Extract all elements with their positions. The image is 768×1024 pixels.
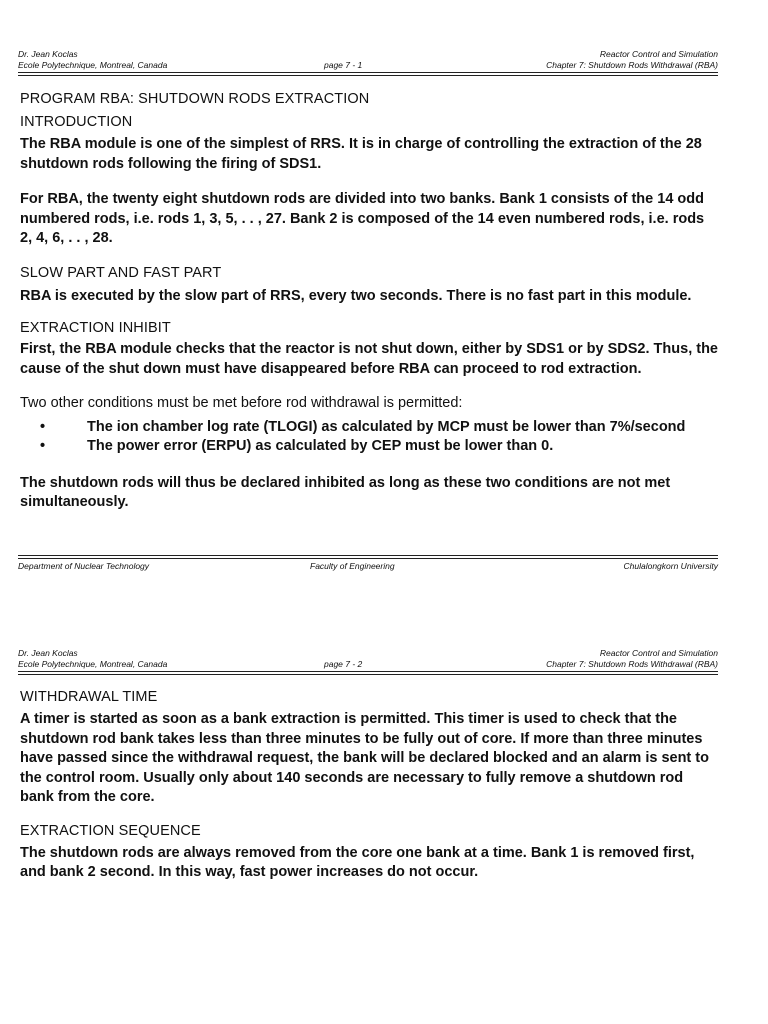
inhibit-paragraph-3: The shutdown rods will thus be declared inhibited as long as these two conditions are not met simultaneously. bbox=[20, 474, 671, 510]
header-course: Reactor Control and Simulation bbox=[599, 49, 718, 59]
heading-extraction-sequence: EXTRACTION SEQUENCE bbox=[20, 822, 201, 839]
bullet-icon: • bbox=[40, 418, 46, 435]
footer-department: Department of Nuclear Technology bbox=[18, 561, 150, 571]
header-rule bbox=[18, 671, 718, 672]
footer-university: Chulalongkorn University bbox=[623, 561, 718, 571]
slow-paragraph: RBA is executed by the slow part of RRS, every two seconds. There is no fast part in this module. bbox=[20, 287, 692, 304]
header-course: Reactor Control and Simulation bbox=[599, 648, 718, 658]
header-author: Dr. Jean Koclas bbox=[18, 49, 78, 59]
header-affiliation: Ecole Polytechnique, Montreal, Canada bbox=[18, 60, 168, 70]
condition-1: The ion chamber log rate (TLOGI) as calculated by MCP must be lower than 7%/second bbox=[87, 418, 686, 435]
document-title: PROGRAM RBA: SHUTDOWN RODS EXTRACTION bbox=[20, 91, 370, 107]
list-item bbox=[20, 437, 720, 457]
header-rule-thin bbox=[18, 674, 718, 675]
sequence-paragraph: The shutdown rods are always removed from the core one bank at a time. Bank 1 is removed first, and bank 2 second. In this way, fast power increases do not occur. bbox=[20, 844, 695, 880]
header-affiliation: Ecole Polytechnique, Montreal, Canada bbox=[18, 659, 168, 669]
header-chapter: Chapter 7: Shutdown Rods Withdrawal (RBA) bbox=[546, 659, 718, 669]
page1-content bbox=[20, 89, 720, 513]
heading-introduction: INTRODUCTION bbox=[20, 114, 133, 130]
heading-withdrawal-time: WITHDRAWAL TIME bbox=[20, 689, 158, 705]
intro-paragraph-1: The RBA module is one of the simplest of RRS. It is in charge of controlling the extraction of the 28 shutdown rods following the firing of SDS1. bbox=[20, 136, 702, 172]
heading-slow-fast: SLOW PART AND FAST PART bbox=[20, 264, 222, 281]
footer-rule-thin bbox=[18, 558, 718, 559]
header-author: Dr. Jean Koclas bbox=[18, 648, 78, 658]
header-page-number: page 7 - 1 bbox=[324, 60, 363, 70]
heading-extraction-inhibit: EXTRACTION INHIBIT bbox=[20, 320, 171, 336]
bullet-icon: • bbox=[40, 438, 46, 454]
intro-paragraph-2: For RBA, the twenty eight shutdown rods are divided into two banks. Bank 1 consists of the 14 odd numbered rods, i.e. rods 1, 3, 5, . . , 27. Bank 2 is composed of the 14 even numbered rods, i.e. rods 2, 4, 6, . . , 28. bbox=[20, 191, 705, 246]
footer-faculty: Faculty of Engineering bbox=[310, 561, 395, 571]
condition-2: The power error (ERPU) as calculated by CEP must be lower than 0. bbox=[87, 438, 554, 454]
list-item bbox=[20, 418, 720, 438]
withdrawal-paragraph: A timer is started as soon as a bank extraction is permitted. This timer is used to check that the shutdown rod bank takes less than three minutes to be fully out of core. If more than three minutes have passed since the withdrawal request, the bank will be declared blocked and an alarm is sent to the control room. Usually only about 140 seconds are necessary to fully remove a shutdown rod bank from the core. bbox=[20, 711, 709, 805]
page2-content bbox=[20, 687, 720, 883]
conditions-list bbox=[20, 418, 720, 457]
header-chapter: Chapter 7: Shutdown Rods Withdrawal (RBA) bbox=[546, 60, 718, 70]
footer-rule bbox=[18, 555, 718, 556]
inhibit-paragraph-2: Two other conditions must be met before rod withdrawal is permitted: bbox=[20, 395, 463, 411]
header-rule bbox=[18, 72, 718, 73]
header-rule-thin bbox=[18, 75, 718, 76]
header-page-number: page 7 - 2 bbox=[324, 659, 363, 669]
inhibit-paragraph-1: First, the RBA module checks that the reactor is not shut down, either by SDS1 or by SDS2. Thus, the cause of the shut down must have disappeared before RBA can proceed to rod extraction. bbox=[20, 341, 718, 377]
